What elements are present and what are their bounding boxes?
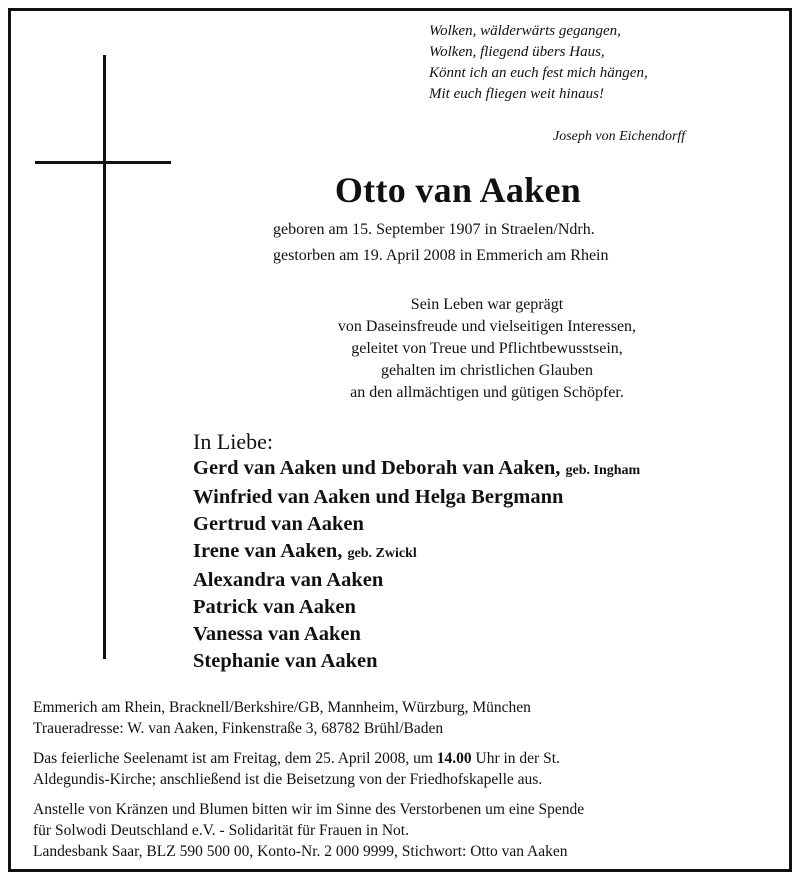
poem-line: Wolken, wälderwärts gegangen, [429, 23, 621, 39]
family-member [193, 455, 640, 484]
family-member [193, 567, 640, 594]
birth-line: geboren am 15. September 1907 in Straelen/Ndrh. [273, 221, 595, 238]
family-member-name: Stephanie van Aaken [193, 650, 378, 672]
life-dates [273, 217, 609, 269]
family-member-name: Gertrud van Aaken [193, 513, 364, 535]
service-time: 14.00 [436, 750, 472, 767]
poem [429, 21, 648, 105]
family-member [193, 484, 640, 511]
footer-info [33, 697, 773, 862]
family-list [193, 455, 640, 675]
in-liebe-heading: In Liebe: [193, 429, 274, 454]
cross-icon-bar [35, 161, 171, 164]
tribute-line: an den allmächtigen und gütigen Schöpfer. [350, 384, 624, 401]
bank-line: Landesbank Saar, BLZ 590 500 00, Konto-Nr. 2 000 9999, Stichwort: Otto van Aaken [33, 843, 568, 860]
family-member-name: Irene van Aaken, [193, 540, 343, 562]
poem-line: Könnt ich an euch fest mich hängen, [429, 65, 648, 81]
death-line: gestorben am 19. April 2008 in Emmerich am Rhein [273, 247, 609, 264]
poem-author: Joseph von Eichendorff [553, 129, 686, 144]
tribute-line: Sein Leben war geprägt [410, 296, 564, 313]
family-member [193, 648, 640, 675]
family-member-note: geb. Ingham [565, 463, 641, 478]
family-member [193, 621, 640, 648]
places-line: Emmerich am Rhein, Bracknell/Berkshire/GB, Mannheim, Würzburg, München [33, 699, 531, 716]
poem-line: Wolken, fliegend übers Haus, [429, 44, 605, 60]
service-line [33, 748, 773, 769]
donation-line-2: für Solwodi Deutschland e.V. - Solidarität für Frauen in Not. [33, 822, 409, 839]
donation-line: Anstelle von Kränzen und Blumen bitten wir im Sinne des Verstorbenen um eine Spende [33, 801, 585, 818]
cross-icon [103, 55, 106, 659]
family-member-note: geb. Zwickl [347, 546, 417, 561]
service-text: Das feierliche Seelenamt ist am Freitag, dem 25. April 2008, um [33, 750, 437, 767]
family-member-name: Gerd van Aaken und Deborah van Aaken, [193, 457, 561, 479]
tribute-line: gehalten im christlichen Glauben [381, 362, 593, 379]
family-member-name: Patrick van Aaken [193, 596, 356, 618]
poem-line: Mit euch fliegen weit hinaus! [429, 86, 604, 102]
family-member [193, 511, 640, 538]
tribute-line: von Daseinsfreude und vielseitigen Interessen, [337, 318, 637, 335]
address-line: Traueradresse: W. van Aaken, Finkenstraße 3, 68782 Brühl/Baden [33, 720, 444, 737]
family-member-name: Alexandra van Aaken [193, 569, 384, 591]
tribute-line: geleitet von Treue und Pflichtbewusstsein, [351, 340, 623, 357]
deceased-name: Otto van Aaken [334, 170, 582, 210]
service-line-2: Aldegundis-Kirche; anschließend ist die Beisetzung von der Friedhofskapelle aus. [33, 771, 543, 788]
family-member [193, 538, 640, 567]
service-text-end: Uhr in der St. [471, 750, 560, 767]
obituary-notice [8, 8, 792, 872]
tribute-text [269, 294, 705, 404]
family-member-name: Winfried van Aaken und Helga Bergmann [193, 486, 564, 508]
family-member [193, 594, 640, 621]
family-member-name: Vanessa van Aaken [193, 623, 361, 645]
